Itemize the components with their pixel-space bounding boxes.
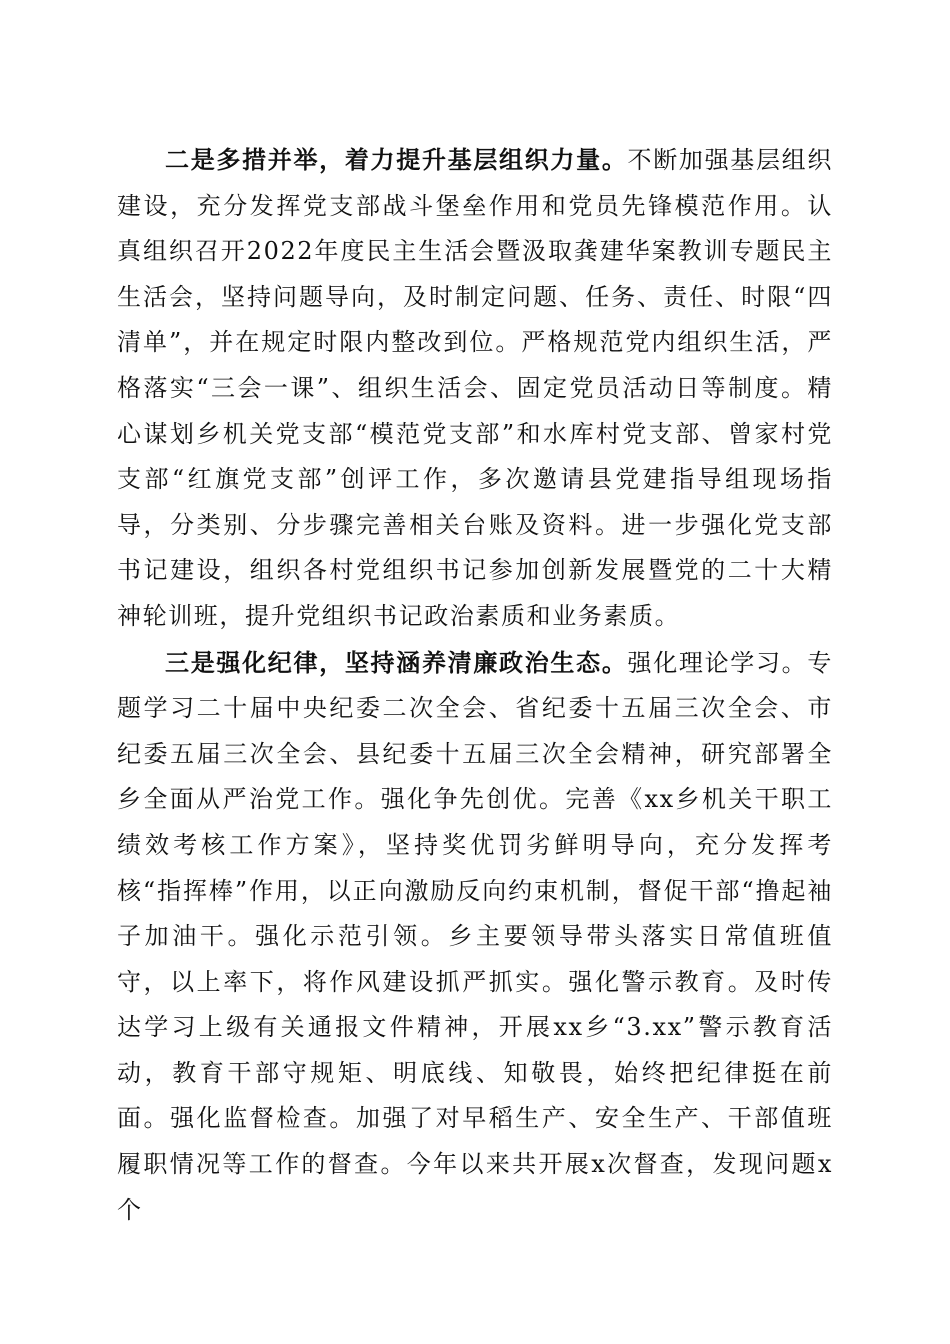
document-body: [117, 137, 833, 1233]
paragraph-body-text: 不断加强基层组织建设，充分发挥党支部战斗堡垒作用和党员先锋模范作用。认真组织召开2022年度民主生活会暨汲取龚建华案教训专题民主生活会，坚持问题导向，及时制定问题、任务、责任、时限“四清单”，并在规定时限内整改到位。严格规范党内组织生活，严格落实“三会一课”、组织生活会、固定党员活动日等制度。精心谋划乡机关党支部“模范党支部”和水库村党支部、曾家村党支部“红旗党支部”创评工作，多次邀请县党建指导组现场指导，分类别、分步骤完善相关台账及资料。进一步强化党支部书记建设，组织各村党组织书记参加创新发展暨党的二十大精神轮训班，提升党组织书记政治素质和业务素质。: [117, 146, 833, 630]
paragraph-lead-heading: 三是强化纪律，坚持涵养清廉政治生态。: [165, 647, 628, 677]
paragraph-discipline: [117, 640, 833, 1234]
paragraph-lead-heading: 二是多措并举，着力提升基层组织力量。: [165, 145, 628, 174]
paragraph-organization: [117, 137, 833, 640]
paragraph-body-text: 强化理论学习。专题学习二十届中央纪委二次全会、省纪委十五届三次全会、市纪委五届三次全会、县纪委十五届三次全会精神，研究部署全乡全面从严治党工作。强化争先创优。完善《xx乡机关干职工绩效考核工作方案》，坚持奖优罚劣鲜明导向，充分发挥考核“指挥棒”作用，以正向激励反向约束机制，督促干部“撸起袖子加油干。强化示范引领。乡主要领导带头落实日常值班值守，以上率下，将作风建设抓严抓实。强化警示教育。及时传达学习上级有关通报文件精神，开展xx乡“3.xx”警示教育活动，教育干部守规矩、明底线、知敬畏，始终把纪律挺在前面。强化监督检查。加强了对早稻生产、安全生产、干部值班履职情况等工作的督查。今年以来共开展x次督查，发现问题x个: [117, 648, 833, 1224]
